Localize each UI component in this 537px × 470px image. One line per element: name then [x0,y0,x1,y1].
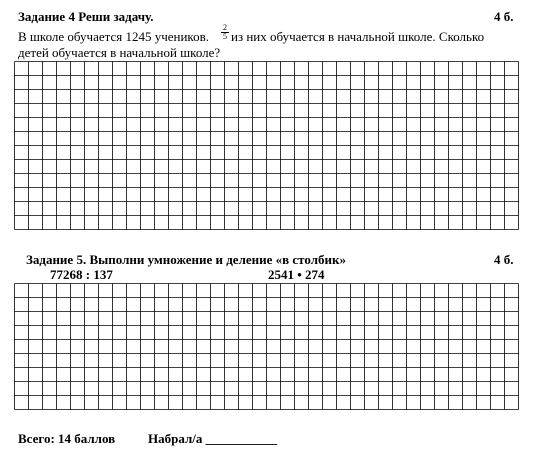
task4-text-before: В школе обучается 1245 учеников. [18,29,209,44]
task5-expression-division: 77268 : 137 [50,267,113,282]
task4-points: 4 б. [494,9,514,24]
task4-text-after: из них обучается в начальной школе. Сколько [231,29,485,44]
task4-heading: Задание 4 Реши задачу. [18,9,154,24]
task5-heading: Задание 5. Выполни умножение и деление «в столбик» [26,252,346,267]
fraction-numerator: 2 [223,23,227,32]
task5-points: 4 б. [494,252,514,267]
fraction-denominator: 5 [223,32,227,41]
total-points: Всего: 14 баллов [18,431,116,446]
task5-expression-multiplication: 2541 • 274 [268,267,325,282]
task5-answer-grid[interactable] [14,283,520,417]
task4-fraction [221,24,229,41]
task4-answer-grid[interactable] [14,61,520,240]
task4-text-line2: детей обучается в начальной школе? [18,45,221,60]
scored-points-field: Набрал/а ___________ [148,431,278,446]
